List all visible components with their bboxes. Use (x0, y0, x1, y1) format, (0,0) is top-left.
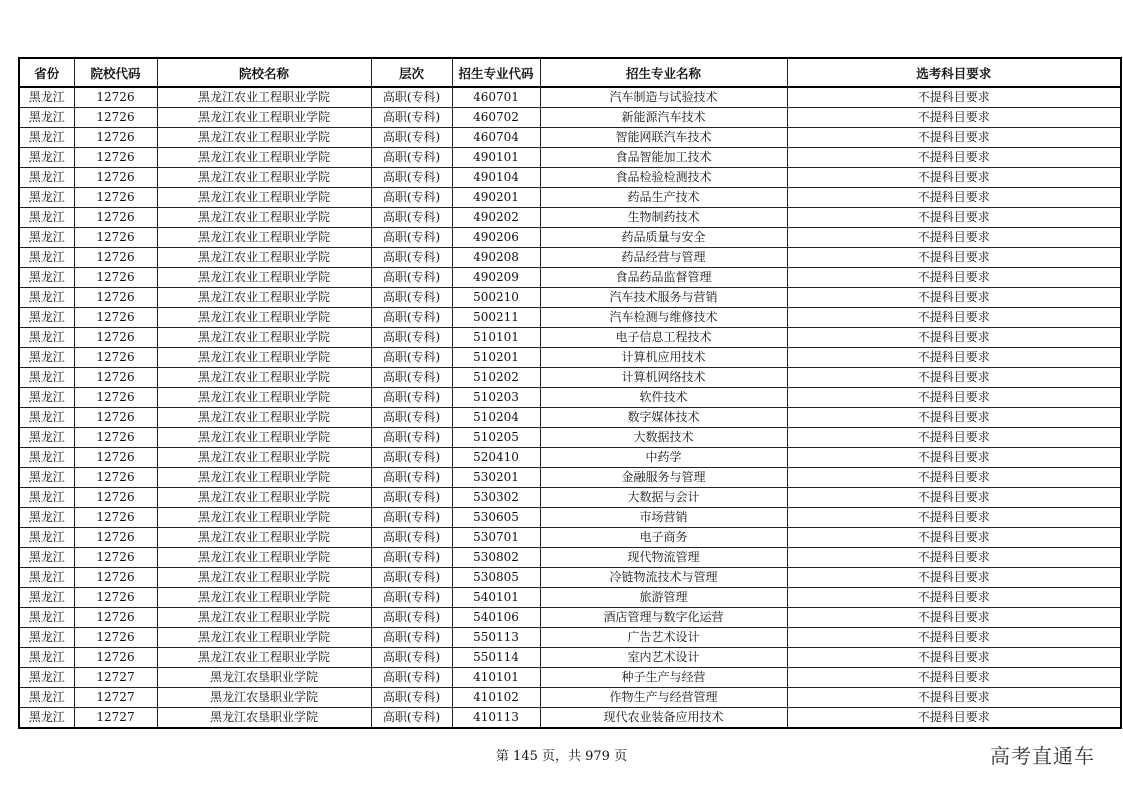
cell-province: 黑龙江 (19, 328, 74, 348)
table-row (19, 588, 1121, 608)
cell-subject-requirement: 不提科目要求 (787, 708, 1121, 729)
cell-major-name: 现代物流管理 (540, 548, 787, 568)
cell-level: 高职(专科) (371, 268, 452, 288)
cell-school-name: 黑龙江农业工程职业学院 (157, 108, 371, 128)
cell-school-code: 12726 (74, 508, 157, 528)
table-row (19, 428, 1121, 448)
cell-province: 黑龙江 (19, 548, 74, 568)
cell-major-code: 490209 (452, 268, 540, 288)
cell-school-code: 12726 (74, 168, 157, 188)
cell-major-code: 550113 (452, 628, 540, 648)
cell-school-name: 黑龙江农业工程职业学院 (157, 228, 371, 248)
cell-school-name: 黑龙江农业工程职业学院 (157, 368, 371, 388)
cell-major-code: 500210 (452, 288, 540, 308)
cell-level: 高职(专科) (371, 368, 452, 388)
cell-level: 高职(专科) (371, 648, 452, 668)
cell-level: 高职(专科) (371, 608, 452, 628)
cell-major-code: 510101 (452, 328, 540, 348)
table-row (19, 648, 1121, 668)
cell-province: 黑龙江 (19, 268, 74, 288)
table-row (19, 188, 1121, 208)
cell-school-code: 12726 (74, 248, 157, 268)
cell-major-code: 490101 (452, 148, 540, 168)
cell-school-name: 黑龙江农业工程职业学院 (157, 328, 371, 348)
cell-subject-requirement: 不提科目要求 (787, 208, 1121, 228)
cell-school-code: 12726 (74, 608, 157, 628)
cell-major-code: 460701 (452, 87, 540, 108)
cell-province: 黑龙江 (19, 628, 74, 648)
column-header-major-code: 招生专业代码 (452, 58, 540, 87)
cell-level: 高职(专科) (371, 588, 452, 608)
table-row (19, 128, 1121, 148)
cell-major-code: 540101 (452, 588, 540, 608)
cell-major-name: 食品智能加工技术 (540, 148, 787, 168)
cell-province: 黑龙江 (19, 528, 74, 548)
cell-school-code: 12726 (74, 448, 157, 468)
cell-level: 高职(专科) (371, 508, 452, 528)
table-row (19, 228, 1121, 248)
cell-subject-requirement: 不提科目要求 (787, 508, 1121, 528)
cell-school-code: 12726 (74, 488, 157, 508)
table-row (19, 528, 1121, 548)
cell-major-code: 540106 (452, 608, 540, 628)
cell-subject-requirement: 不提科目要求 (787, 308, 1121, 328)
cell-school-name: 黑龙江农业工程职业学院 (157, 568, 371, 588)
cell-school-code: 12726 (74, 228, 157, 248)
table-row (19, 268, 1121, 288)
cell-subject-requirement: 不提科目要求 (787, 548, 1121, 568)
cell-school-name: 黑龙江农业工程职业学院 (157, 268, 371, 288)
table-row (19, 108, 1121, 128)
cell-major-name: 汽车技术服务与营销 (540, 288, 787, 308)
cell-province: 黑龙江 (19, 228, 74, 248)
cell-school-name: 黑龙江农垦职业学院 (157, 688, 371, 708)
cell-major-name: 汽车检测与维修技术 (540, 308, 787, 328)
cell-level: 高职(专科) (371, 328, 452, 348)
cell-school-code: 12727 (74, 688, 157, 708)
cell-level: 高职(专科) (371, 668, 452, 688)
cell-major-name: 种子生产与经营 (540, 668, 787, 688)
cell-major-name: 食品药品监督管理 (540, 268, 787, 288)
cell-major-code: 410101 (452, 668, 540, 688)
cell-major-name: 智能网联汽车技术 (540, 128, 787, 148)
cell-level: 高职(专科) (371, 228, 452, 248)
cell-major-code: 530605 (452, 508, 540, 528)
watermark-logo: 高考直通车 (990, 744, 1095, 768)
cell-school-name: 黑龙江农业工程职业学院 (157, 528, 371, 548)
table-row (19, 448, 1121, 468)
cell-level: 高职(专科) (371, 208, 452, 228)
cell-major-name: 数字媒体技术 (540, 408, 787, 428)
cell-major-name: 药品生产技术 (540, 188, 787, 208)
cell-subject-requirement: 不提科目要求 (787, 428, 1121, 448)
cell-major-name: 计算机应用技术 (540, 348, 787, 368)
cell-major-code: 510201 (452, 348, 540, 368)
cell-school-code: 12726 (74, 648, 157, 668)
cell-major-code: 510202 (452, 368, 540, 388)
cell-major-name: 新能源汽车技术 (540, 108, 787, 128)
cell-province: 黑龙江 (19, 668, 74, 688)
cell-subject-requirement: 不提科目要求 (787, 588, 1121, 608)
cell-subject-requirement: 不提科目要求 (787, 668, 1121, 688)
cell-subject-requirement: 不提科目要求 (787, 328, 1121, 348)
cell-level: 高职(专科) (371, 348, 452, 368)
table-header (19, 58, 1121, 87)
cell-school-name: 黑龙江农业工程职业学院 (157, 508, 371, 528)
cell-province: 黑龙江 (19, 148, 74, 168)
column-header-school-code: 院校代码 (74, 58, 157, 87)
cell-subject-requirement: 不提科目要求 (787, 488, 1121, 508)
header-row (19, 58, 1121, 87)
cell-school-name: 黑龙江农业工程职业学院 (157, 388, 371, 408)
cell-subject-requirement: 不提科目要求 (787, 168, 1121, 188)
cell-school-code: 12726 (74, 87, 157, 108)
cell-subject-requirement: 不提科目要求 (787, 108, 1121, 128)
cell-major-code: 510203 (452, 388, 540, 408)
cell-level: 高职(专科) (371, 128, 452, 148)
cell-school-code: 12726 (74, 408, 157, 428)
cell-school-name: 黑龙江农业工程职业学院 (157, 248, 371, 268)
cell-level: 高职(专科) (371, 168, 452, 188)
cell-school-name: 黑龙江农业工程职业学院 (157, 428, 371, 448)
cell-school-name: 黑龙江农业工程职业学院 (157, 588, 371, 608)
cell-subject-requirement: 不提科目要求 (787, 468, 1121, 488)
cell-school-name: 黑龙江农业工程职业学院 (157, 188, 371, 208)
table-row (19, 548, 1121, 568)
cell-major-code: 490202 (452, 208, 540, 228)
cell-subject-requirement: 不提科目要求 (787, 608, 1121, 628)
cell-school-name: 黑龙江农业工程职业学院 (157, 548, 371, 568)
cell-school-name: 黑龙江农业工程职业学院 (157, 87, 371, 108)
column-header-subject-requirement: 选考科目要求 (787, 58, 1121, 87)
cell-subject-requirement: 不提科目要求 (787, 628, 1121, 648)
cell-subject-requirement: 不提科目要求 (787, 348, 1121, 368)
cell-level: 高职(专科) (371, 108, 452, 128)
cell-level: 高职(专科) (371, 308, 452, 328)
cell-major-code: 510205 (452, 428, 540, 448)
cell-subject-requirement: 不提科目要求 (787, 188, 1121, 208)
cell-level: 高职(专科) (371, 708, 452, 729)
cell-level: 高职(专科) (371, 568, 452, 588)
cell-level: 高职(专科) (371, 408, 452, 428)
cell-school-name: 黑龙江农业工程职业学院 (157, 448, 371, 468)
cell-major-name: 作物生产与经营管理 (540, 688, 787, 708)
cell-major-code: 410102 (452, 688, 540, 708)
cell-province: 黑龙江 (19, 648, 74, 668)
table-row (19, 148, 1121, 168)
cell-province: 黑龙江 (19, 408, 74, 428)
cell-subject-requirement: 不提科目要求 (787, 408, 1121, 428)
cell-province: 黑龙江 (19, 448, 74, 468)
cell-province: 黑龙江 (19, 468, 74, 488)
cell-subject-requirement: 不提科目要求 (787, 87, 1121, 108)
cell-major-code: 490104 (452, 168, 540, 188)
cell-major-name: 计算机网络技术 (540, 368, 787, 388)
table-body (19, 87, 1121, 728)
cell-school-code: 12726 (74, 428, 157, 448)
cell-province: 黑龙江 (19, 288, 74, 308)
table-row (19, 87, 1121, 108)
cell-province: 黑龙江 (19, 368, 74, 388)
cell-major-name: 现代农业装备应用技术 (540, 708, 787, 729)
cell-major-code: 490201 (452, 188, 540, 208)
cell-school-code: 12726 (74, 348, 157, 368)
cell-province: 黑龙江 (19, 87, 74, 108)
table-row (19, 208, 1121, 228)
cell-province: 黑龙江 (19, 308, 74, 328)
cell-major-code: 530201 (452, 468, 540, 488)
cell-major-name: 旅游管理 (540, 588, 787, 608)
cell-province: 黑龙江 (19, 348, 74, 368)
cell-major-code: 490206 (452, 228, 540, 248)
cell-school-name: 黑龙江农业工程职业学院 (157, 488, 371, 508)
cell-level: 高职(专科) (371, 488, 452, 508)
cell-major-name: 中药学 (540, 448, 787, 468)
cell-province: 黑龙江 (19, 588, 74, 608)
cell-school-code: 12726 (74, 548, 157, 568)
cell-subject-requirement: 不提科目要求 (787, 648, 1121, 668)
cell-major-code: 530701 (452, 528, 540, 548)
cell-major-name: 大数据与会计 (540, 488, 787, 508)
table-row (19, 328, 1121, 348)
cell-school-name: 黑龙江农业工程职业学院 (157, 648, 371, 668)
cell-level: 高职(专科) (371, 288, 452, 308)
cell-major-code: 460704 (452, 128, 540, 148)
cell-major-code: 500211 (452, 308, 540, 328)
cell-province: 黑龙江 (19, 488, 74, 508)
cell-school-name: 黑龙江农业工程职业学院 (157, 628, 371, 648)
cell-province: 黑龙江 (19, 108, 74, 128)
cell-school-code: 12727 (74, 708, 157, 729)
table-row (19, 568, 1121, 588)
table-row (19, 168, 1121, 188)
cell-school-code: 12726 (74, 208, 157, 228)
column-header-major-name: 招生专业名称 (540, 58, 787, 87)
cell-major-name: 酒店管理与数字化运营 (540, 608, 787, 628)
cell-level: 高职(专科) (371, 248, 452, 268)
cell-major-code: 530805 (452, 568, 540, 588)
cell-school-code: 12726 (74, 268, 157, 288)
cell-subject-requirement: 不提科目要求 (787, 288, 1121, 308)
cell-school-code: 12726 (74, 388, 157, 408)
cell-major-name: 金融服务与管理 (540, 468, 787, 488)
cell-major-name: 市场营销 (540, 508, 787, 528)
table-row (19, 388, 1121, 408)
cell-school-code: 12726 (74, 128, 157, 148)
cell-level: 高职(专科) (371, 548, 452, 568)
table-row (19, 288, 1121, 308)
column-header-school-name: 院校名称 (157, 58, 371, 87)
cell-major-code: 530802 (452, 548, 540, 568)
cell-school-name: 黑龙江农业工程职业学院 (157, 408, 371, 428)
cell-province: 黑龙江 (19, 508, 74, 528)
cell-level: 高职(专科) (371, 148, 452, 168)
table-row (19, 368, 1121, 388)
cell-school-name: 黑龙江农垦职业学院 (157, 668, 371, 688)
cell-level: 高职(专科) (371, 428, 452, 448)
table-row (19, 688, 1121, 708)
cell-level: 高职(专科) (371, 188, 452, 208)
cell-major-name: 食品检验检测技术 (540, 168, 787, 188)
cell-major-name: 电子商务 (540, 528, 787, 548)
cell-major-name: 药品质量与安全 (540, 228, 787, 248)
cell-subject-requirement: 不提科目要求 (787, 448, 1121, 468)
cell-school-name: 黑龙江农业工程职业学院 (157, 168, 371, 188)
cell-province: 黑龙江 (19, 188, 74, 208)
cell-school-name: 黑龙江农业工程职业学院 (157, 288, 371, 308)
cell-province: 黑龙江 (19, 208, 74, 228)
cell-level: 高职(专科) (371, 468, 452, 488)
cell-subject-requirement: 不提科目要求 (787, 148, 1121, 168)
table-row (19, 488, 1121, 508)
cell-major-name: 冷链物流技术与管理 (540, 568, 787, 588)
cell-major-code: 410113 (452, 708, 540, 729)
table-row (19, 348, 1121, 368)
cell-school-code: 12726 (74, 588, 157, 608)
cell-subject-requirement: 不提科目要求 (787, 268, 1121, 288)
cell-school-name: 黑龙江农业工程职业学院 (157, 128, 371, 148)
cell-level: 高职(专科) (371, 388, 452, 408)
table-row (19, 608, 1121, 628)
cell-school-code: 12727 (74, 668, 157, 688)
table-row (19, 468, 1121, 488)
cell-school-code: 12726 (74, 188, 157, 208)
cell-school-code: 12726 (74, 468, 157, 488)
cell-major-code: 530302 (452, 488, 540, 508)
cell-subject-requirement: 不提科目要求 (787, 568, 1121, 588)
cell-province: 黑龙江 (19, 568, 74, 588)
cell-level: 高职(专科) (371, 528, 452, 548)
column-header-level: 层次 (371, 58, 452, 87)
cell-major-name: 生物制药技术 (540, 208, 787, 228)
cell-subject-requirement: 不提科目要求 (787, 128, 1121, 148)
cell-school-code: 12726 (74, 108, 157, 128)
cell-province: 黑龙江 (19, 608, 74, 628)
cell-major-code: 460702 (452, 108, 540, 128)
cell-major-code: 490208 (452, 248, 540, 268)
cell-subject-requirement: 不提科目要求 (787, 248, 1121, 268)
cell-subject-requirement: 不提科目要求 (787, 228, 1121, 248)
table-row (19, 628, 1121, 648)
enrollment-table (18, 57, 1122, 729)
table-row (19, 708, 1121, 729)
cell-level: 高职(专科) (371, 448, 452, 468)
cell-major-name: 汽车制造与试验技术 (540, 87, 787, 108)
cell-school-code: 12726 (74, 308, 157, 328)
cell-school-name: 黑龙江农业工程职业学院 (157, 308, 371, 328)
cell-school-name: 黑龙江农业工程职业学院 (157, 608, 371, 628)
cell-province: 黑龙江 (19, 708, 74, 729)
cell-major-code: 520410 (452, 448, 540, 468)
cell-school-code: 12726 (74, 528, 157, 548)
cell-province: 黑龙江 (19, 168, 74, 188)
cell-major-code: 510204 (452, 408, 540, 428)
cell-major-name: 广告艺术设计 (540, 628, 787, 648)
cell-province: 黑龙江 (19, 388, 74, 408)
table-row (19, 308, 1121, 328)
cell-school-name: 黑龙江农业工程职业学院 (157, 148, 371, 168)
table-row (19, 668, 1121, 688)
cell-school-name: 黑龙江农业工程职业学院 (157, 208, 371, 228)
cell-school-code: 12726 (74, 628, 157, 648)
cell-school-name: 黑龙江农垦职业学院 (157, 708, 371, 729)
cell-province: 黑龙江 (19, 128, 74, 148)
cell-major-code: 550114 (452, 648, 540, 668)
table-row (19, 508, 1121, 528)
cell-school-code: 12726 (74, 568, 157, 588)
cell-school-name: 黑龙江农业工程职业学院 (157, 468, 371, 488)
cell-school-name: 黑龙江农业工程职业学院 (157, 348, 371, 368)
cell-school-code: 12726 (74, 288, 157, 308)
cell-school-code: 12726 (74, 148, 157, 168)
cell-school-code: 12726 (74, 328, 157, 348)
table-row (19, 248, 1121, 268)
cell-major-name: 药品经营与管理 (540, 248, 787, 268)
column-header-province: 省份 (19, 58, 74, 87)
cell-level: 高职(专科) (371, 688, 452, 708)
cell-subject-requirement: 不提科目要求 (787, 368, 1121, 388)
cell-major-name: 大数据技术 (540, 428, 787, 448)
cell-subject-requirement: 不提科目要求 (787, 388, 1121, 408)
cell-school-code: 12726 (74, 368, 157, 388)
cell-province: 黑龙江 (19, 428, 74, 448)
cell-major-name: 电子信息工程技术 (540, 328, 787, 348)
cell-province: 黑龙江 (19, 688, 74, 708)
cell-province: 黑龙江 (19, 248, 74, 268)
cell-level: 高职(专科) (371, 628, 452, 648)
cell-major-name: 室内艺术设计 (540, 648, 787, 668)
page-number: 第 145 页，共 979 页 (495, 749, 628, 764)
cell-level: 高职(专科) (371, 87, 452, 108)
table-row (19, 408, 1121, 428)
cell-subject-requirement: 不提科目要求 (787, 528, 1121, 548)
cell-major-name: 软件技术 (540, 388, 787, 408)
cell-subject-requirement: 不提科目要求 (787, 688, 1121, 708)
